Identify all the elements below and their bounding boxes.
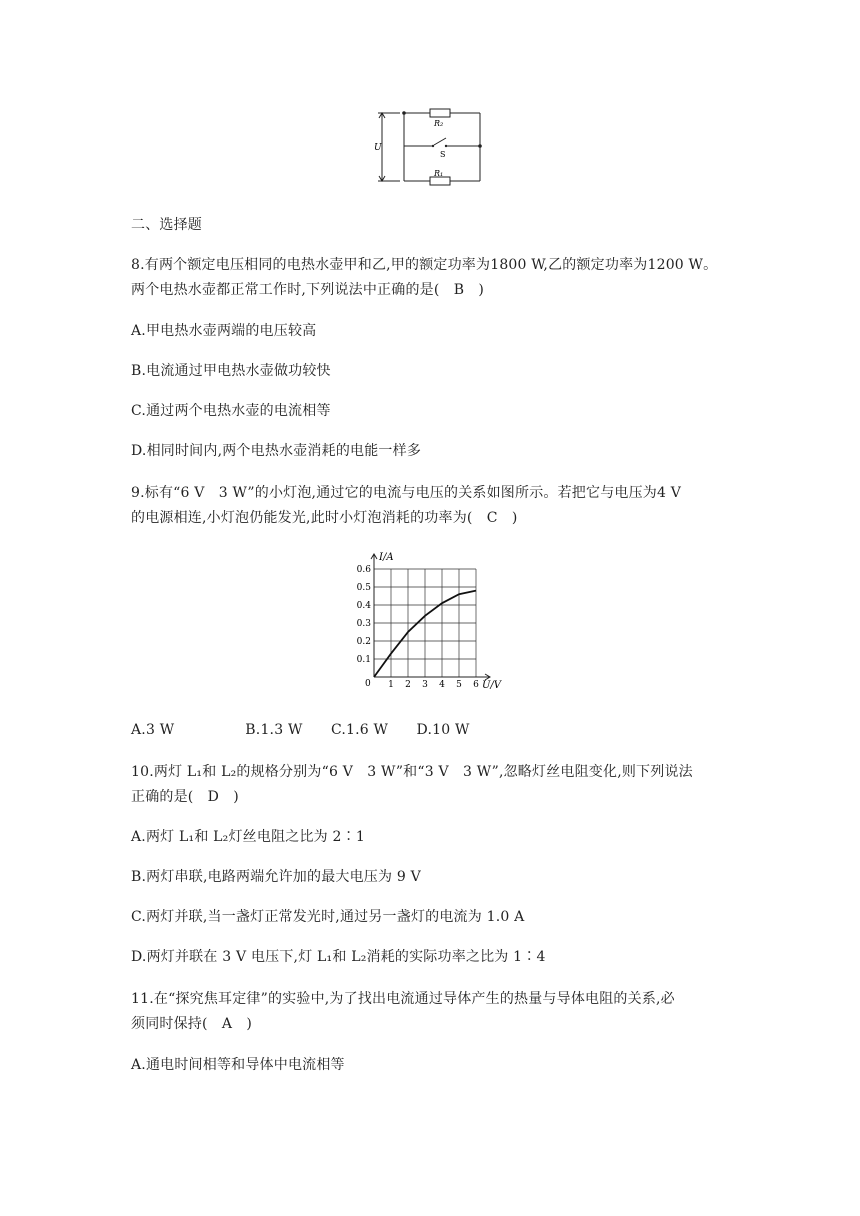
y-axis-label: I/A — [379, 552, 394, 563]
q10-option-c: C.两灯并联,当一盏灯正常发光时,通过另一盏灯的电流为 1.0 A — [131, 909, 525, 925]
q10-stem-line1: 10.两灯 L₁和 L₂的规格分别为“6 V 3 W”和“3 V 3 W”,忽略灯丝电阻变化,则下列说法 — [131, 764, 693, 780]
x-tick-label: 1 — [388, 680, 394, 690]
x-tick-label: 3 — [422, 680, 428, 690]
x-tick-label: 4 — [439, 680, 445, 690]
q9-stem-line1: 9.标有“6 V 3 W”的小灯泡,通过它的电流与电压的关系如图所示。若把它与电压为4 V — [131, 485, 682, 501]
q11-stem-line2: 须同时保持( A ) — [131, 1016, 253, 1032]
q9-options: A.3 W B.1.3 W C.1.6 W D.10 W — [131, 722, 470, 738]
q10-option-d: D.两灯并联在 3 V 电压下,灯 L₁和 L₂消耗的实际功率之比为 1∶4 — [131, 949, 546, 965]
q8-option-b: B.电流通过甲电热水壶做功较快 — [131, 363, 331, 379]
q8-option-a: A.甲电热水壶两端的电压较高 — [131, 323, 317, 339]
label-s: S — [440, 150, 446, 159]
label-u: U — [374, 143, 382, 153]
label-r2: R₂ — [434, 119, 444, 128]
x-tick-label: 5 — [456, 680, 462, 690]
circuit-diagram — [370, 104, 490, 190]
q8-option-d: D.相同时间内,两个电热水壶消耗的电能一样多 — [131, 443, 422, 459]
x-tick-label: 6 — [473, 680, 479, 690]
iu-graph — [350, 548, 510, 696]
y-axis — [371, 554, 377, 677]
y-tick-label: 0.2 — [356, 637, 371, 647]
y-tick-label: 0.4 — [356, 601, 371, 611]
q10-option-b: B.两灯串联,电路两端允许加的最大电压为 9 V — [131, 869, 421, 885]
q8-stem-line2: 两个电热水壶都正常工作时,下列说法中正确的是( B ) — [131, 282, 485, 298]
q8-stem-line1: 8.有两个额定电压相同的电热水壶甲和乙,甲的额定功率为1800 W,乙的额定功率为1200 W。 — [131, 257, 718, 273]
q8-option-c: C.通过两个电热水壶的电流相等 — [131, 403, 331, 419]
q10-option-a: A.两灯 L₁和 L₂灯丝电阻之比为 2∶1 — [131, 829, 365, 845]
q9-stem-line2: 的电源相连,小灯泡仍能发光,此时小灯泡消耗的功率为( C ) — [131, 510, 518, 526]
x-tick-label: 2 — [405, 680, 411, 690]
y-tick-label: 0.5 — [356, 583, 371, 593]
y-tick-label: 0.6 — [356, 565, 371, 575]
y-tick-label: 0.1 — [356, 655, 371, 665]
q10-stem-line2: 正确的是( D ) — [131, 789, 239, 805]
label-r1: R₁ — [434, 169, 444, 178]
y-tick-label: 0.3 — [356, 619, 371, 629]
section-title: 二、选择题 — [131, 217, 202, 233]
q11-option-a: A.通电时间相等和导体中电流相等 — [131, 1057, 345, 1073]
x-axis-label: U/V — [482, 680, 502, 691]
q11-stem-line1: 11.在“探究焦耳定律”的实验中,为了找出电流通过导体产生的热量与导体电阻的关系,必 — [131, 991, 675, 1007]
origin-label: 0 — [365, 679, 371, 689]
